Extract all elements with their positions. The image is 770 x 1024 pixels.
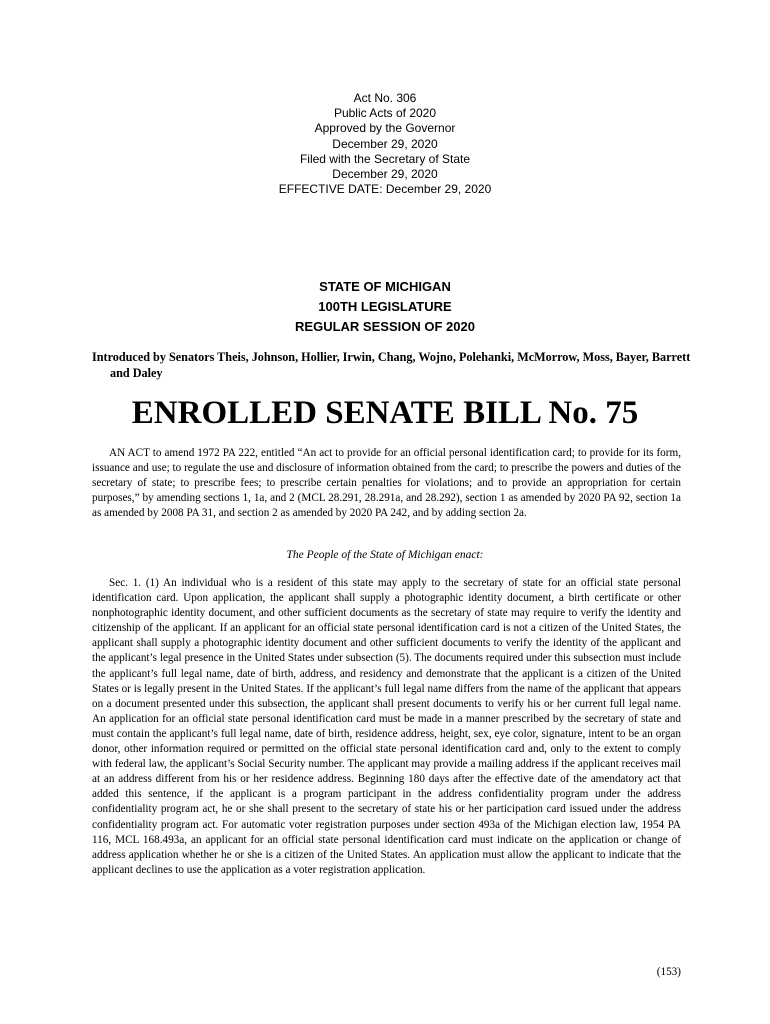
bill-title: ENROLLED SENATE BILL No. 75 <box>131 395 639 431</box>
state-name: STATE OF MICHIGAN <box>319 279 451 294</box>
sponsors-line: Introduced by Senators Theis, Johnson, Hollier, Irwin, Chang, Wojno, Polehanki, McMorrow, Moss, Bayer, Barrett and Daley <box>92 350 691 380</box>
session-name: REGULAR SESSION OF 2020 <box>295 319 475 334</box>
section-1-paragraph: Sec. 1. (1) An individual who is a resident of this state may apply to the secretary of state for an official state personal identification card. Upon application, the applicant shall supply a photographic identity document, a birth certificate or other nonphotographic identity document, and other sufficient documents as the secretary of state may require to verify the identity and citizenship of the applicant. If an applicant for an official state personal identification card is not a citizen of the United States, the applicant shall supply a photographic identity document and other sufficient documents to verify the identity of the applicant and the applicant’s legal presence in the United States under subsection (5). The documents required under this subsection must include the applicant’s full legal name, date of birth, address, and residency and demonstrate that the applicant is a citizen of the United States or is legally present in the United States. If the applicant’s full legal name differs from the name of the applicant that appears on a document presented under this subsection, the applicant shall present documents to verify his or her current full legal name. An application for an official state personal identification card must be made in a manner prescribed by the secretary of state and must contain the applicant’s full legal name, date of birth, residence address, height, sex, eye color, signature, intent to be an organ donor, other information required or permitted on the official state personal identification card and, only to the extent to comply with federal law, the applicant’s Social Security number. The applicant may provide a mailing address if the applicant receives mail at an address different from his or her residence address. Beginning 180 days after the effective date of the amendatory act that added this sentence, if the applicant is a program participant in the address confidentiality program under the address confidentiality program act, he or she shall present to the secretary of state his or her participation card issued under the address confidentiality program act. For automatic voter registration purposes under section 493a of the Michigan election law, 1954 PA 116, MCL 168.493a, an applicant for an official state personal identification card must indicate on the application or change of address application whether he or she is a citizen of the United States. An application must allow the applicant to indicate that the applicant declines to use the application as a voter registration application. <box>92 577 681 876</box>
public-acts-year: Public Acts of 2020 <box>333 106 437 121</box>
approved-date: December 29, 2020 <box>332 136 438 151</box>
act-number: Act No. 306 <box>353 91 417 105</box>
effective-date: EFFECTIVE DATE: December 29, 2020 <box>278 182 492 197</box>
filed-date: December 29, 2020 <box>332 167 438 182</box>
act-header <box>0 91 770 197</box>
filed-with-secretary: Filed with the Secretary of State <box>299 151 471 166</box>
act-paragraph: AN ACT to amend 1972 PA 222, entitled “An act to provide for an official personal identification card; to provide for its form, issuance and use; to regulate the use and disclosure of information obtained from the card; to prescribe the powers and duties of the secretary of state; to prescribe fees; to prescribe certain penalties for violations; and to provide an appropriation for certain purposes,” by amending sections 1, 1a, and 2 (MCL 28.291, 28.291a, and 28.292), section 1 as amended by 2020 PA 92, section 1a as amended by 2008 PA 31, and section 2 as amended by 2020 PA 242, and by adding section 2a. <box>92 447 681 520</box>
approved-by-governor: Approved by the Governor <box>314 121 456 136</box>
page-number: (153) <box>656 966 681 978</box>
legislature-number: 100TH LEGISLATURE <box>318 299 452 314</box>
enacting-clause: The People of the State of Michigan enact: <box>286 549 484 561</box>
legislature-heading <box>0 277 770 337</box>
